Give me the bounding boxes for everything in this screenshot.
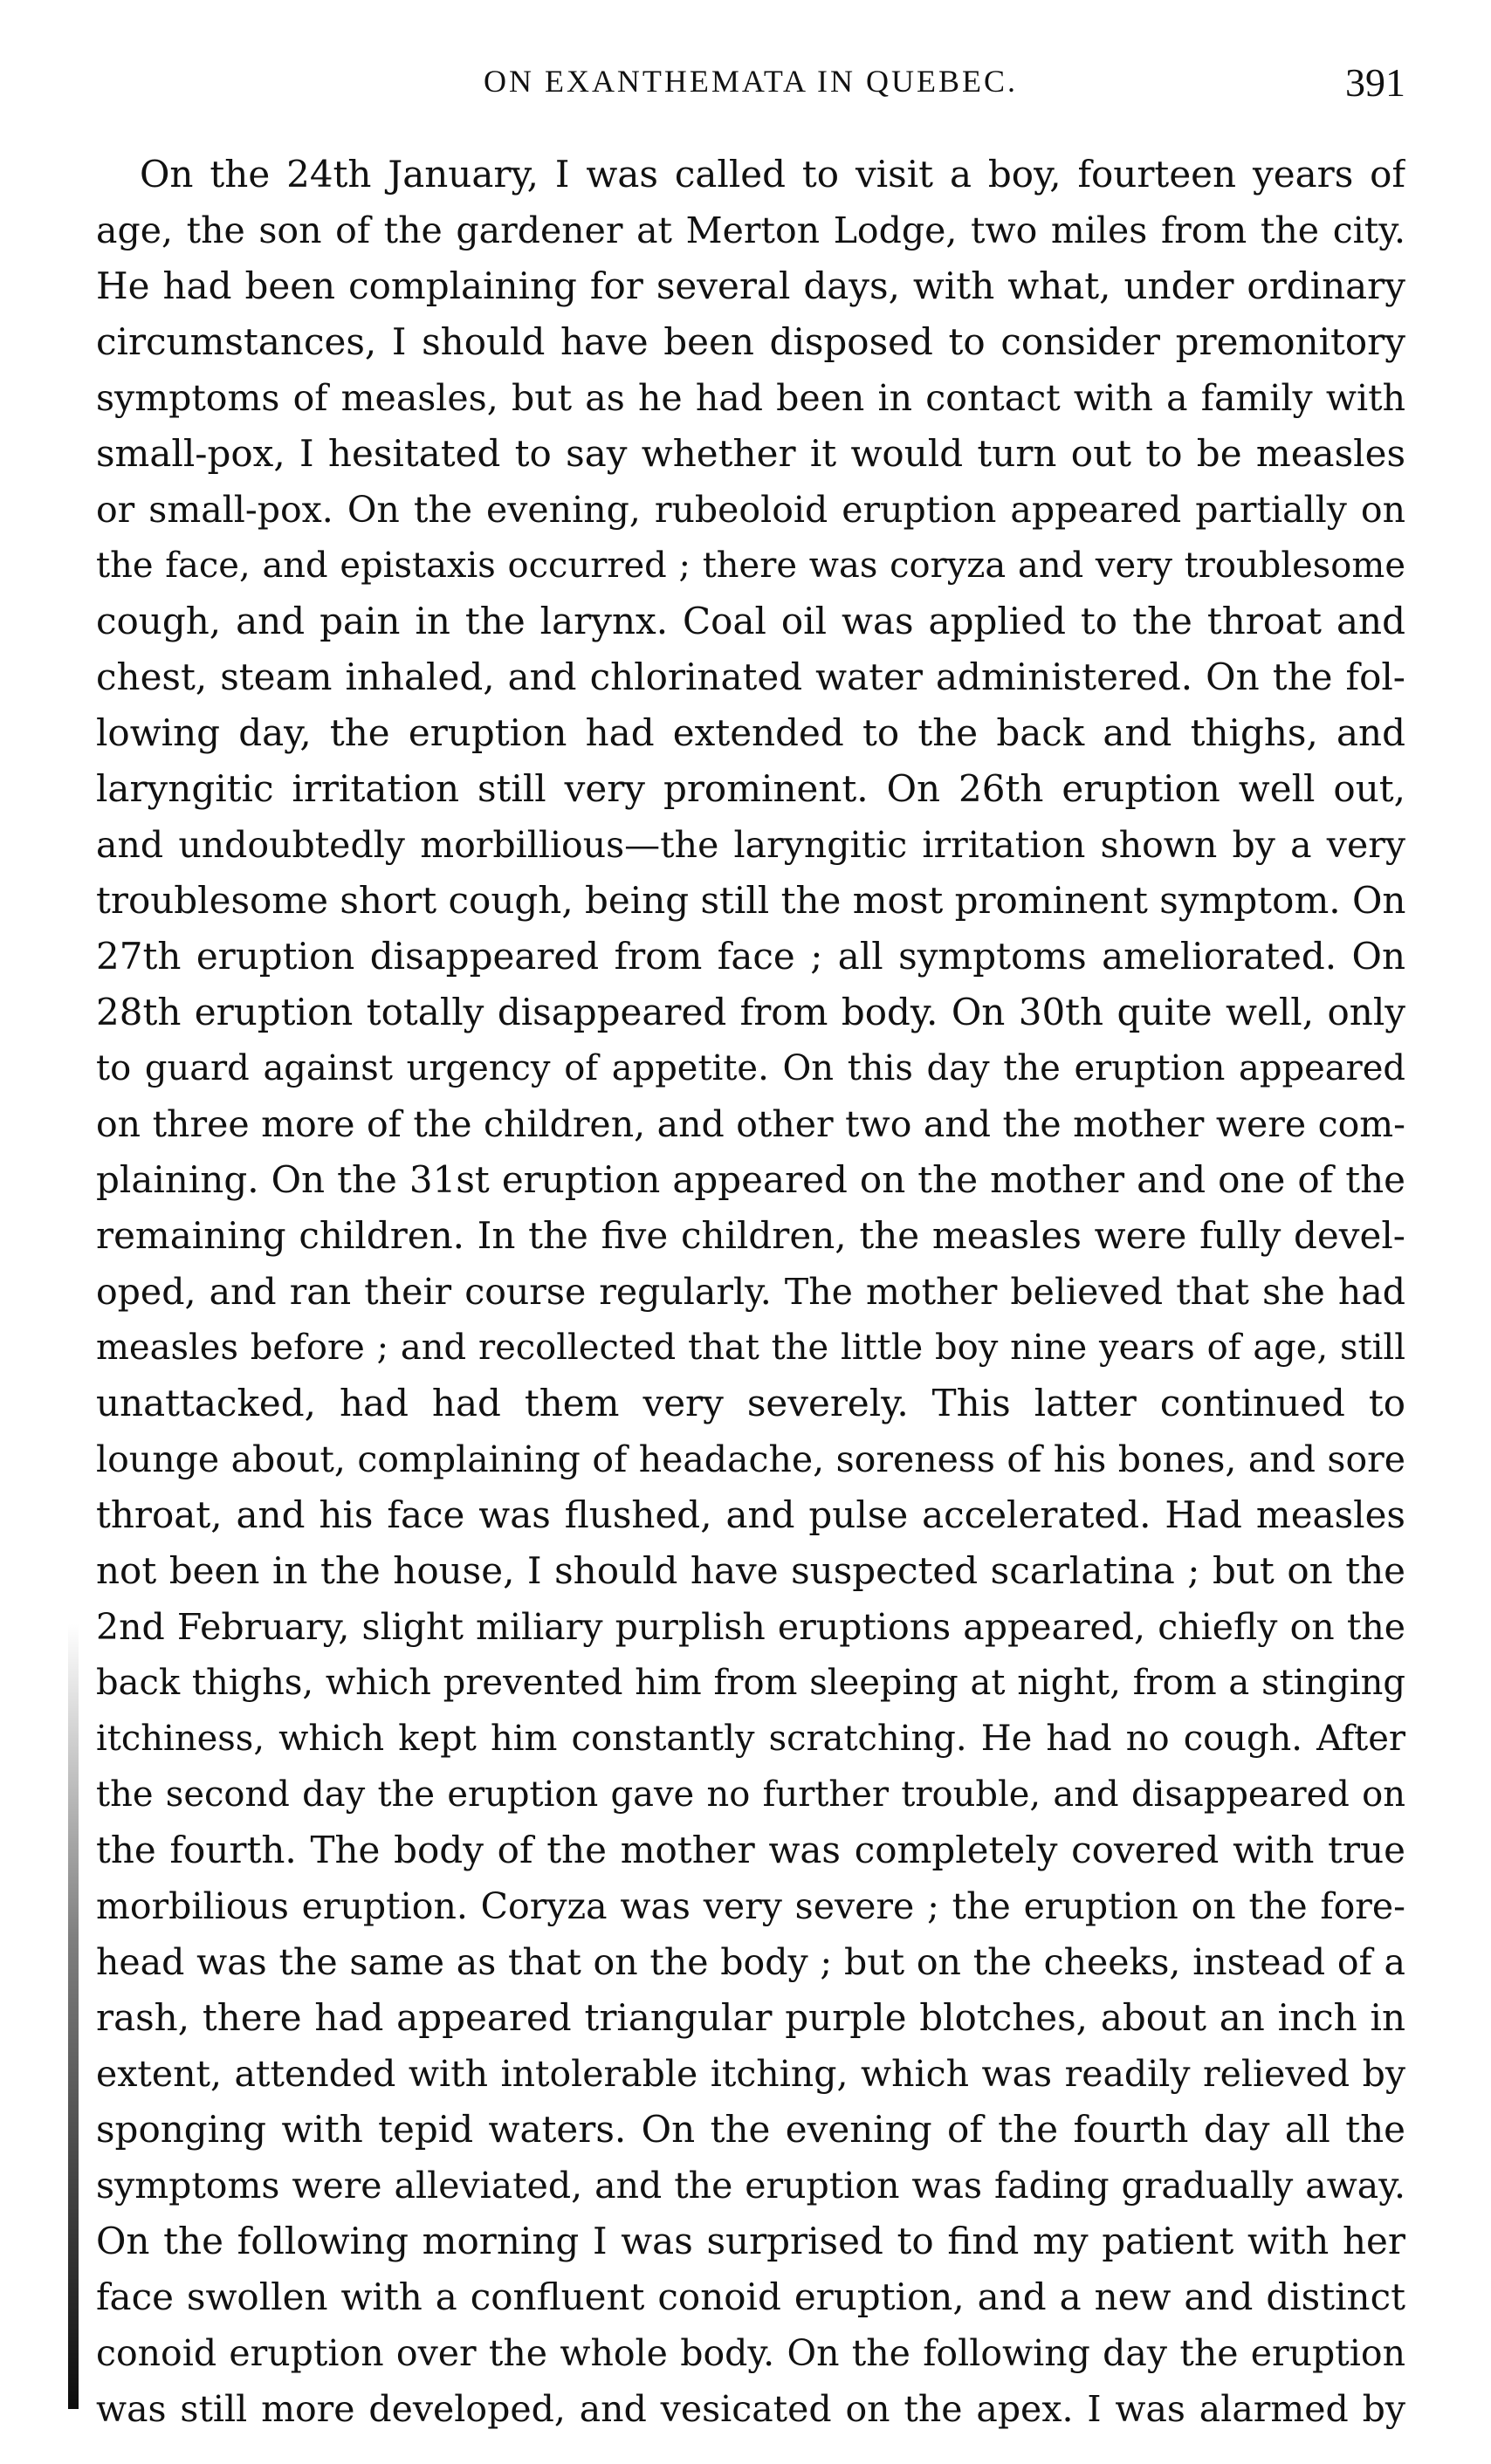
text-line: lounge about, complaining of headache, soreness of his bones, and sore: [96, 1438, 1405, 1480]
text-line: circumstances, I should have been disposed to consider premonitory: [96, 320, 1405, 363]
text-line: throat, and his face was flushed, and pulse accelerated. Had measles: [96, 1493, 1405, 1536]
text-line: the face, and epistaxis occurred ; there was coryza and very troublesome: [96, 546, 1405, 586]
text-line: laryngitic irritation still very prominent. On 26th eruption well out,: [96, 767, 1405, 810]
text-line: the fourth. The body of the mother was completely covered with true: [96, 1829, 1405, 1871]
text-line: 28th eruption totally disappeared from body. On 30th quite well, only: [96, 991, 1405, 1033]
text-line: unattacked, had had them very severely. This latter continued to: [96, 1382, 1405, 1424]
text-line: the second day the eruption gave no further trouble, and disappeared on: [96, 1774, 1405, 1815]
text-line: cough, and pain in the larynx. Coal oil was applied to the throat and: [96, 600, 1405, 642]
text-line: measles before ; and recollected that the little boy nine years of age, still: [96, 1328, 1405, 1368]
text-line: 2nd February, slight miliary purplish eruptions appeared, chiefly on the: [96, 1606, 1405, 1648]
text-line: age, the son of the gardener at Merton Lodge, two miles from the city.: [96, 209, 1405, 251]
text-line: on three more of the children, and other two and the mother were com-: [96, 1103, 1405, 1145]
text-line: chest, steam inhaled, and chlorinated water administered. On the fol-: [96, 655, 1405, 698]
text-line: not been in the house, I should have suspected scarlatina ; but on the: [96, 1549, 1405, 1592]
text-line: head was the same as that on the body ; but on the cheeks, instead of a: [96, 1941, 1405, 1983]
text-line: rash, there had appeared triangular purple blotches, about an inch in: [96, 1996, 1405, 2039]
text-line: itchiness, which kept him constantly scratching. He had no cough. After: [96, 1719, 1405, 1759]
text-line: sponging with tepid waters. On the evening of the fourth day all the: [96, 2108, 1405, 2151]
text-line: extent, attended with intolerable itching, which was readily relieved by: [96, 2053, 1405, 2095]
text-line: On the following morning I was surprised to find my patient with her: [96, 2220, 1405, 2262]
text-line: He had been complaining for several days, with what, under ordinary: [96, 264, 1405, 307]
text-line: plaining. On the 31st eruption appeared on the mother and one of the: [96, 1158, 1405, 1201]
text-line: symptoms of measles, but as he had been in contact with a family with: [96, 377, 1405, 419]
text-line: symptoms were alleviated, and the eruption was fading gradually away.: [96, 2165, 1405, 2207]
page-number: 391: [1345, 60, 1405, 105]
running-title: ON EXANTHEMATA IN QUEBEC.: [483, 64, 1019, 99]
text-line: On the 24th January, I was called to visit a boy, fourteen years of: [140, 153, 1405, 196]
text-line: was still more developed, and vesicated on the apex. I was alarmed by: [96, 2388, 1405, 2430]
text-line: face swollen with a confluent conoid eruption, and a new and distinct: [96, 2275, 1405, 2318]
text-line: 27th eruption disappeared from face ; all symptoms ameliorated. On: [96, 935, 1405, 978]
binding-shadow: [68, 1623, 79, 2409]
text-line: remaining children. In the five children, the measles were fully devel-: [96, 1214, 1405, 1257]
text-line: oped, and ran their course regularly. The mother believed that she had: [96, 1271, 1405, 1313]
running-head: [96, 59, 1405, 112]
text-line: small-pox, I hesitated to say whether it would turn out to be measles: [96, 432, 1405, 475]
text-line: and undoubtedly morbillious—the laryngitic irritation shown by a very: [96, 824, 1405, 866]
text-line: morbilious eruption. Coryza was very severe ; the eruption on the fore-: [96, 1885, 1405, 1927]
body-text: [96, 147, 1405, 2437]
text-line: lowing day, the eruption had extended to the back and thighs, and: [96, 711, 1405, 754]
text-line: back thighs, which prevented him from sleeping at night, from a stinging: [96, 1663, 1405, 1703]
text-line: troublesome short cough, being still the most prominent symptom. On: [96, 879, 1405, 922]
text-line: or small-pox. On the evening, rubeoloid eruption appeared partially on: [96, 489, 1405, 531]
text-line: to guard against urgency of appetite. On this day the eruption appeared: [96, 1048, 1405, 1088]
text-line: conoid eruption over the whole body. On the following day the eruption: [96, 2332, 1405, 2374]
